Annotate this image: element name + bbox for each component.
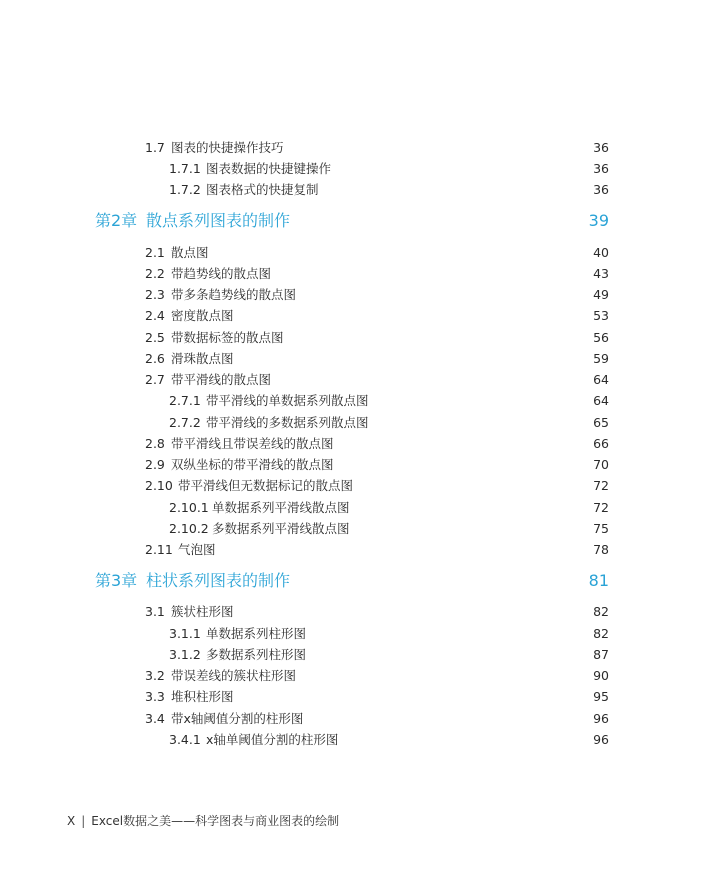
toc-entry[interactable] [0,243,708,263]
page-number: 72 [593,500,609,515]
toc-entry[interactable] [0,413,708,433]
section-title: x轴单阈值分割的柱形图 [206,732,339,747]
page-number: 36 [593,140,609,155]
toc-entry[interactable] [0,687,708,707]
page-number: 39 [588,211,609,230]
section-number: 2.7.1 [169,393,201,408]
page-number: 96 [593,732,609,747]
toc-entry[interactable] [0,455,708,475]
toc-entry[interactable] [0,264,708,284]
section-title: 双纵坐标的带平滑线的散点图 [171,457,334,472]
section-number: 3.1.1 [169,626,201,641]
toc-entry[interactable] [0,624,708,644]
toc-entry[interactable] [0,730,708,750]
page-number: 66 [593,436,609,451]
folio: X [67,814,76,828]
chapter-title: 柱状系列图表的制作 [146,571,291,590]
section-number: 3.4 [145,711,165,726]
toc-entry[interactable] [0,306,708,326]
section-number: 2.3 [145,287,165,302]
page-number: 43 [593,266,609,281]
page-number: 75 [593,521,609,536]
toc-entry[interactable] [0,391,708,411]
section-title: 带误差线的簇状柱形图 [171,668,297,683]
section-title: 堆积柱形图 [171,689,234,704]
footer-separator: | [81,814,86,828]
section-title: 带数据标签的散点图 [171,330,284,345]
page-footer [67,812,339,830]
section-number: 2.10 [145,478,173,493]
page-number: 56 [593,330,609,345]
section-number: 2.5 [145,330,165,345]
page-number: 53 [593,308,609,323]
section-title: 气泡图 [178,542,216,557]
section-number: 2.7.2 [169,415,201,430]
toc-entry[interactable] [0,285,708,305]
section-number: 1.7.2 [169,182,201,197]
toc-entry[interactable] [0,370,708,390]
toc-entry[interactable] [0,138,708,158]
section-number: 3.3 [145,689,165,704]
section-number: 2.6 [145,351,165,366]
section-title: 散点图 [171,245,209,260]
running-title: Excel数据之美——科学图表与商业图表的绘制 [91,814,340,828]
page-number: 49 [593,287,609,302]
page-number: 87 [593,647,609,662]
section-number: 2.9 [145,457,165,472]
section-title: 带平滑线的单数据系列散点图 [206,393,369,408]
toc-entry[interactable] [0,328,708,348]
page-number: 70 [593,457,609,472]
toc-entry[interactable] [0,519,708,539]
section-number: 3.2 [145,668,165,683]
page-number: 82 [593,604,609,619]
section-title: 簇状柱形图 [171,604,234,619]
chapter-number: 第3章 [95,571,138,590]
section-title: 图表格式的快捷复制 [206,182,319,197]
toc-entry[interactable] [0,709,708,729]
page-number: 36 [593,182,609,197]
page-number: 59 [593,351,609,366]
section-title: 图表数据的快捷键操作 [206,161,332,176]
page-number: 95 [593,689,609,704]
toc-entry[interactable] [0,666,708,686]
page-number: 90 [593,668,609,683]
section-number: 2.2 [145,266,165,281]
section-title: 带x轴阈值分割的柱形图 [171,711,304,726]
page-number: 81 [588,571,609,590]
section-number: 2.8 [145,436,165,451]
chapter-heading[interactable] [0,569,708,593]
chapter-title: 散点系列图表的制作 [146,211,291,230]
page-number: 40 [593,245,609,260]
toc-entry[interactable] [0,434,708,454]
section-title: 密度散点图 [171,308,234,323]
section-title: 带平滑线且带误差线的散点图 [171,436,334,451]
section-number: 2.4 [145,308,165,323]
chapter-heading[interactable] [0,209,708,233]
section-title: 单数据系列平滑线散点图 [212,500,350,515]
section-number: 1.7.1 [169,161,201,176]
section-title: 滑珠散点图 [171,351,234,366]
page-number: 64 [593,372,609,387]
section-title: 图表的快捷操作技巧 [171,140,284,155]
section-title: 单数据系列柱形图 [206,626,307,641]
section-number: 2.7 [145,372,165,387]
page-number: 78 [593,542,609,557]
toc-entry[interactable] [0,159,708,179]
section-title: 带趋势线的散点图 [171,266,272,281]
section-title: 带平滑线的散点图 [171,372,272,387]
chapter-number: 第2章 [95,211,138,230]
page-number: 96 [593,711,609,726]
section-number: 2.10.2 [169,521,209,536]
section-number: 2.11 [145,542,173,557]
section-title: 带平滑线的多数据系列散点图 [206,415,369,430]
section-number: 2.1 [145,245,165,260]
toc-entry[interactable] [0,645,708,665]
toc-entry[interactable] [0,602,708,622]
page-number: 82 [593,626,609,641]
section-title: 带平滑线但无数据标记的散点图 [178,478,354,493]
section-title: 多数据系列柱形图 [206,647,307,662]
page-number: 65 [593,415,609,430]
toc-entry[interactable] [0,349,708,369]
section-number: 3.1 [145,604,165,619]
section-number: 2.10.1 [169,500,209,515]
section-number: 3.1.2 [169,647,201,662]
section-title: 带多条趋势线的散点图 [171,287,297,302]
toc-entry[interactable] [0,498,708,518]
toc-entry[interactable] [0,540,708,560]
page-number: 64 [593,393,609,408]
page-number: 36 [593,161,609,176]
toc-entry[interactable] [0,180,708,200]
page-number: 72 [593,478,609,493]
section-number: 1.7 [145,140,165,155]
section-title: 多数据系列平滑线散点图 [212,521,350,536]
toc-entry[interactable] [0,476,708,496]
section-number: 3.4.1 [169,732,201,747]
